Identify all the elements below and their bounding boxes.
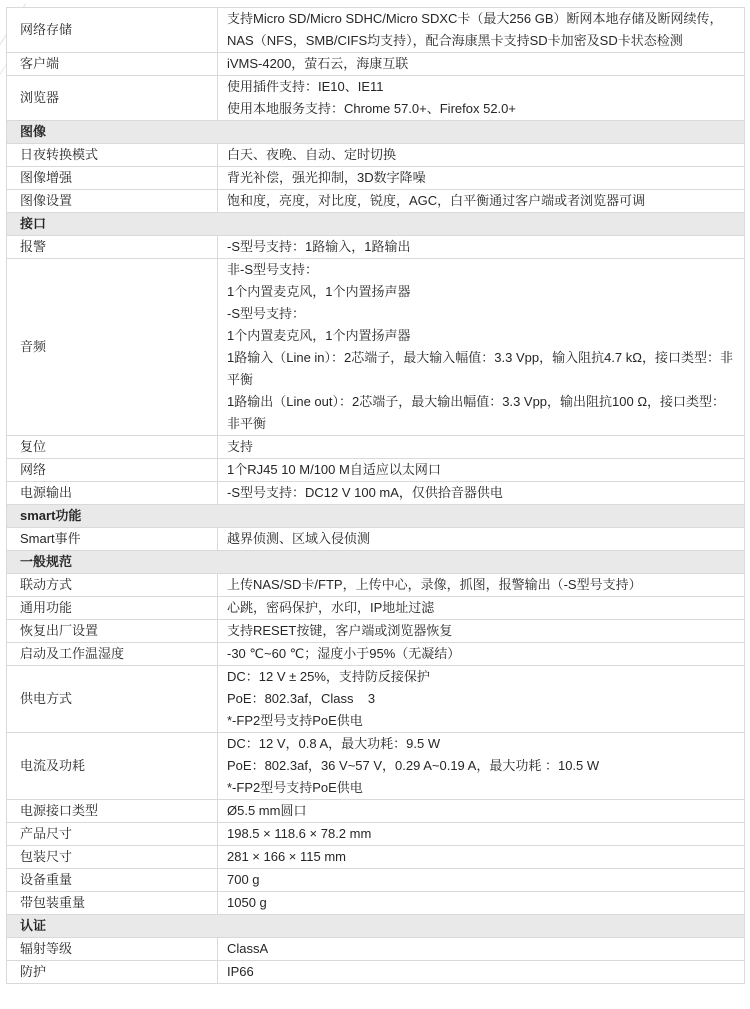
spec-label: 图像增强 [7,167,218,189]
spec-value [218,482,744,504]
table-row [7,167,744,190]
spec-value-line: 1路输入（Line in）：2芯端子，最大输入幅值：3.3 Vpp，输入阻抗4.7 kΩ，接口类型：非平衡 [227,350,733,387]
spec-value-line: 1路输出（Line out）：2芯端子，最大输出幅值：3.3 Vpp，输出阻抗100 Ω，接口类型：非平衡 [227,394,726,431]
spec-value [218,666,744,732]
spec-label: 恢复出厂设置 [7,620,218,642]
spec-label: 启动及工作温湿度 [7,643,218,665]
spec-value-line: iVMS-4200，萤石云，海康互联 [227,56,409,71]
spec-value [218,76,744,120]
table-row [7,482,744,505]
spec-label: 联动方式 [7,574,218,596]
spec-value-line: 支持RESET按键，客户端或浏览器恢复 [227,623,453,638]
table-row [7,961,744,984]
spec-label: 通用功能 [7,597,218,619]
table-row [7,620,744,643]
table-row [7,8,744,53]
spec-value-line: 非-S型号支持： [227,262,319,277]
spec-value-line: 背光补偿，强光抑制，3D数字降噪 [227,170,426,185]
spec-label: 电流及功耗 [7,733,218,799]
spec-value-line: -S型号支持：1路输入，1路输出 [227,239,411,254]
spec-value [218,167,744,189]
spec-value-line: PoE：802.3af，36 V~57 V，0.29 A~0.19 A，最大功耗 ：10.5 W [227,758,600,773]
section-header: smart功能 [7,505,744,528]
spec-label: Smart事件 [7,528,218,550]
spec-label: 产品尺寸 [7,823,218,845]
spec-value-line: ClassA [227,941,269,956]
spec-label: 客户端 [7,53,218,75]
spec-label: 日夜转换模式 [7,144,218,166]
section-header: 一般规范 [7,551,744,574]
spec-value-line: 上传NAS/SD卡/FTP，上传中心，录像，抓图，报警输出（-S型号支持） [227,577,642,592]
spec-value [218,459,744,481]
spec-label: 带包装重量 [7,892,218,914]
spec-value [218,643,744,665]
spec-value [218,436,744,458]
section-header: 认证 [7,915,744,938]
spec-value-line: 越界侦测、区域入侵侦测 [227,531,371,546]
spec-value-line: 281 × 166 × 115 mm [227,849,347,864]
spec-value-line: DC：12 V ± 25%，支持防反接保护 [227,669,430,684]
table-row [7,528,744,551]
spec-value-line: 支持 [227,439,254,454]
spec-value [218,892,744,914]
table-row [7,76,744,121]
spec-value-line: 白天、夜晚、自动、定时切换 [227,147,397,162]
table-row [7,733,744,800]
table-row [7,459,744,482]
section-header: 图像 [7,121,744,144]
spec-table [6,7,745,984]
spec-value [218,800,744,822]
spec-value [218,574,744,596]
table-row [7,259,744,436]
spec-value-line: -S型号支持： [227,306,306,321]
table-row [7,666,744,733]
spec-value-line: 1个RJ45 10 M/100 M自适应以太网口 [227,462,441,477]
spec-value-line: DC：12 V，0.8 A，最大功耗：9.5 W [227,736,441,751]
spec-label: 设备重量 [7,869,218,891]
spec-value-line: PoE：802.3af，Class 3 [227,691,376,706]
spec-value [218,823,744,845]
spec-value [218,528,744,550]
spec-label: 包装尺寸 [7,846,218,868]
spec-value [218,8,744,52]
spec-label: 辐射等级 [7,938,218,960]
spec-value-line: 1个内置麦克风，1个内置扬声器 [227,328,411,343]
spec-value-line: -S型号支持：DC12 V 100 mA，仅供拾音器供电 [227,485,503,500]
spec-value-line: 使用本地服务支持：Chrome 57.0+、Firefox 52.0+ [227,101,516,116]
table-row [7,869,744,892]
table-row [7,892,744,915]
spec-label: 网络存储 [7,8,218,52]
spec-label: 电源接口类型 [7,800,218,822]
table-row [7,597,744,620]
table-row [7,574,744,597]
spec-value-line: 使用插件支持：IE10、IE11 [227,79,384,94]
table-row [7,436,744,459]
spec-value [218,144,744,166]
table-row [7,236,744,259]
spec-value-line: 1个内置麦克风，1个内置扬声器 [227,284,411,299]
spec-value [218,620,744,642]
spec-value [218,846,744,868]
spec-label: 报警 [7,236,218,258]
table-row [7,823,744,846]
spec-value-line: 700 g [227,872,260,887]
spec-value [218,733,744,799]
spec-value-line: *-FP2型号支持PoE供电 [227,713,363,728]
spec-label: 防护 [7,961,218,983]
spec-label: 复位 [7,436,218,458]
spec-value-line: 支持Micro SD/Micro SDHC/Micro SDXC卡（最大256 GB）断网本地存储及断网续传，NAS（NFS，SMB/CIFS均支持），配合海康黑卡支持SD卡加密及SD卡状态检测 [227,11,723,48]
spec-value-line: 心跳，密码保护，水印，IP地址过滤 [227,600,435,615]
spec-value-line: Ø5.5 mm圆口 [227,803,307,818]
spec-value-line: -30 ℃~60 ℃；湿度小于95%（无凝结） [227,646,461,661]
table-row [7,643,744,666]
spec-value [218,190,744,212]
table-row [7,190,744,213]
spec-label: 浏览器 [7,76,218,120]
spec-label: 音频 [7,259,218,435]
spec-label: 电源输出 [7,482,218,504]
table-row [7,846,744,869]
spec-value [218,259,744,435]
table-row [7,800,744,823]
spec-value [218,869,744,891]
spec-value [218,597,744,619]
spec-value-line: 198.5 × 118.6 × 78.2 mm [227,826,372,841]
spec-value-line: 饱和度，亮度，对比度，锐度，AGC，白平衡通过客户端或者浏览器可调 [227,193,646,208]
table-row [7,53,744,76]
spec-label: 图像设置 [7,190,218,212]
spec-value [218,53,744,75]
table-row [7,938,744,961]
spec-value [218,938,744,960]
spec-value-line: *-FP2型号支持PoE供电 [227,780,363,795]
section-header: 接口 [7,213,744,236]
spec-label: 供电方式 [7,666,218,732]
spec-value [218,236,744,258]
table-row [7,144,744,167]
spec-value-line: IP66 [227,964,254,979]
spec-value-line: 1050 g [227,895,267,910]
spec-value [218,961,744,983]
spec-label: 网络 [7,459,218,481]
